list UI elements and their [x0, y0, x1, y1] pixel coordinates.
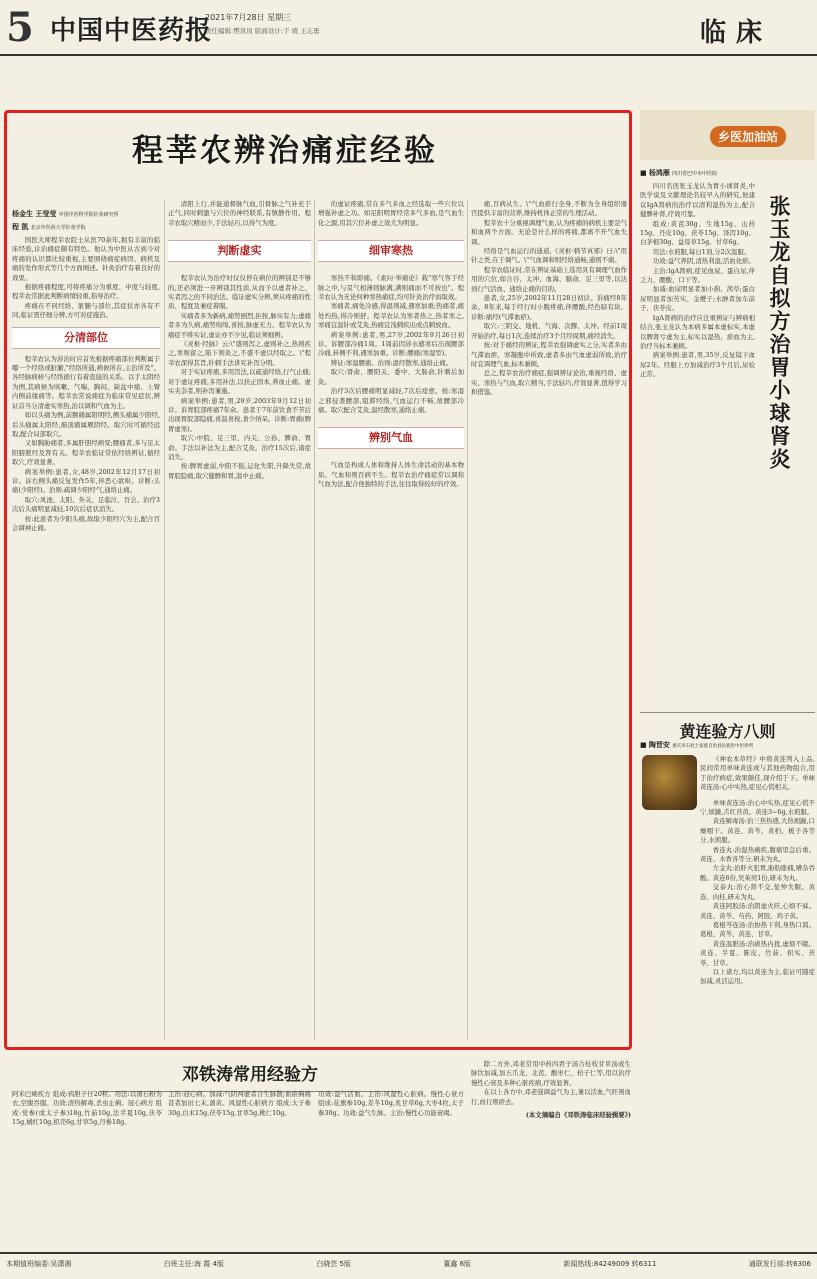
sidebar-author-name: 杨鸿雁 — [648, 169, 670, 177]
sidebar-vertical-title: 张玉龙自拟方治胃小球肾炎 — [767, 195, 792, 471]
article2-text: 《神农本草经》中将黄连列入上品,民间常用单味黄连或与其他药物组合,用于治疗病症,效果颇佳,现介绍于下。单味黄连汤:心中实热,症见心慌相关。 — [700, 755, 815, 792]
sidebar-text: 四川名医张玉龙认为胃小球肾炎,中医学说及文献理论名较早入的研究,他建议IgA肾病的治疗以清利湿热为主,配合健脾补肾,疗效可靠。 — [640, 182, 755, 219]
author-names-2: 程 凯 — [12, 222, 29, 231]
author-names-1: 杨金生 王莹莹 — [12, 209, 57, 218]
footer-item-duty-editor: 本期值班编委:吴潇湘 — [6, 1260, 72, 1268]
end-note: (本文摘编自《邓铁涛临床经验辑要》) — [525, 1111, 631, 1120]
user-icon: ■ — [640, 741, 647, 749]
section-2-text: 程莘农认为治疗时仅仅停在病位的辨别是不够的,还必须进一步辨别其性质,从而予以虚者补之、实者泻之的不同治法。临证虚实分辨,须从疼痛的性质、程度及兼症着眼。 — [168, 274, 311, 311]
user-icon: ■ — [640, 169, 647, 177]
author-org-2: 北京中医药大学针灸学院 — [30, 225, 86, 231]
sidebar-banner — [640, 110, 815, 160]
footer-item-hotline: 新闻热线:84249009 转6311 — [563, 1260, 657, 1268]
article-title: 程莘农辨治痛症经验 — [132, 133, 438, 169]
sidebar-column-1: 四川名医张玉龙认为胃小球肾炎,中医学说及文献理论名较早入的研究,他建议IgA肾病的治疗以清利湿热为主,配合健脾补肾,疗效可靠。 组成:黄芪30g、生地15g、山药15g、丹皮10g、茯苓15g、泽泻10g、白茅根30g、益母草15g、甘草6g。 用法:水煎服,每日1剂,分2次温服。 功效:益气养阴,清热利湿,活血化瘀。 主治:IgA肾病,症见血尿、蛋白尿,伴乏力、腰酸、口干等。 加减:血尿明显者加小蓟、茜草;蛋白尿明显者加芡实、金樱子;水肿者加车前子、茯苓皮。 IgA肾病的治疗应注重辨证与辨病相结合,张玉龙认为本病多属本虚标实,本虚以脾肾亏虚为主,标实以湿热、瘀血为主,治疗当标本兼顾。 病案举例:患者,男,35岁,反复镜下血尿2年。经服上方加减治疗3个月后,尿检正常。 — [640, 182, 755, 379]
article-column-1: 国医大师程莘农院士从医70余年,拥有丰富的临床经验,诊治痛症颇有特色。他认为中医从古到今对疼痛的认识都比较重视,主要围绕痛症病因、病机及痛的发作形式等几个方面阐述。针灸治疗有着良好的效果。 根据疼痛程度,可将疼痛分为重度、中度与轻度,程莘农常据此判断病情轻重,指导治疗。 疼痛在不同经络、脏腑与部位,其症状亦各有不同,临证需仔细分辨,方可对症施治。 分清部位 程莘农认为涉治时应首先根据疼痛部位判断属于哪一个经络或脏腑,"经络所通,病候所在,主治所及"。各经脉病候与经络循行有着直接的关系。以手太阴经为例,其病候为咳嗽、气喘、胸闷、缺盆中痛、上臂内侧前缘痛等。程莘农常说痛症为临床常见症状,辨证首当分清虚实寒热,治以调和气血为主。 如以头痛为例,前额痛属阳明经,侧头痛属少阳经,后头痛属太阳经,巅顶痛属厥阴经。取穴时可循经远取,配合局部取穴。 又如胸胁痛者,多属肝胆经病变;腰痛者,多与足太阳膀胱经及肾有关。程莘农临证常依经络辨证,循经取穴,疗效显著。 病案举例:患者,女,48岁,2002年12月17日初诊。诉右侧头痛反复发作5年,伴恶心欲呕。诊断:头痛(少阳经)。治则:疏调少阳经气,通络止痛。 取穴:风池、太阳、外关、足临泣、百会。治疗3次后头痛明显减轻,10次后症状消失。 按:此患者为少阳头痛,故取少阳经穴为主,配合百会调神止痛。 — [12, 236, 160, 532]
section-1-text: 程莘农认为涉治时应首先根据疼痛部位判断属于哪一个经络或脏腑,"经络所通,病候所在,主治所及"。各经脉病候与经络循行有着直接的关系。以手太阴经为例,其病候为咳嗽、气喘、胸闷、缺盆中痛、上臂内侧前缘痛等。程莘农常说痛症为临床常见症状,辨证首当分清虚实寒热,治以调和气血为主。 — [12, 354, 160, 410]
bottom-article-title: 邓铁涛常用经验方 — [100, 1060, 400, 1092]
page-number: 5 — [6, 4, 34, 51]
author-org-1: 中国中医科学院针灸研究所 — [58, 212, 119, 218]
sidebar-author-org: 四川省巴中市中医院 — [672, 171, 718, 177]
sidebar-author — [640, 168, 815, 178]
footer-item-editor-6: 董鑫 6版 — [443, 1260, 472, 1268]
bottom-column-3: 功效:益气活血。主治:风湿性心脏病。慢性心衰方 组成:花旗参10g,麦冬10g,炙甘草6g,大枣4枚,太子参30g。功效:益气生脉。主治:慢性心功能衰竭。 — [318, 1090, 464, 1117]
section-3-text: 寒热不和即痛。《素问·举痛论》载"寒气客于经脉之中,与炅气相薄则脉满,满则痛而不可按也"。程莘农认为无论何种寒热痛症,均可针灸治疗而取效。 — [318, 274, 464, 302]
section-title: 临床 — [700, 18, 773, 48]
sidebar-column-2: 《神农本草经》中将黄连列入上品,民间常用单味黄连或与其他药物组合,用于治疗病症,效果颇佳,现介绍于下。单味黄连汤:心中实热,症见心慌相关。 单味黄连汤:治心中实热,症见心慌不宁,烦躁,舌红苔黄。黄连3~6g,水煎服。 黄连解毒汤:治三焦热盛,大热烦躁,口燥咽干。黄连、黄芩、黄柏、栀子各等分,水煎服。 香连丸:治湿热痢疾,腹痛里急后重。黄连、木香各等分,研末为丸。 左金丸:治肝火犯胃,胁肋胀痛,嘈杂吞酸。黄连6份,吴茱萸1份,研末为丸。 交泰丸:治心肾不交,怔忡失眠。黄连、肉桂,研末为丸。 黄连阿胶汤:治阴虚火旺,心烦不寐。黄连、黄芩、芍药、阿胶、鸡子黄。 葛根芩连汤:治协热下利,身热口渴。葛根、黄芩、黄连、甘草。 黄连温胆汤:治痰热内扰,虚烦不眠。黄连、半夏、陈皮、竹茹、枳实、茯苓、甘草。 以上诸方,均以黄连为主,临证可随症加减,灵活运用。 — [700, 755, 815, 986]
section-heading-3: 细审寒热 — [318, 240, 464, 262]
byline — [12, 208, 162, 234]
footer-item-distribution: 通联发行部:转6306 — [748, 1260, 811, 1268]
article2-author-org: 重庆市石柱土家族自治县民族医中医诊所 — [672, 744, 754, 749]
bottom-column-1: 阿米巴痢疾方 组成:鸦胆子仔20粒。用法:以滑石粉为衣,空腹吞服。功效:清热解毒,杀虫止痢。冠心病方 组成:党参(或太子参)18g,竹茹10g,法半夏10g,茯苓15g,橘红10g,枳壳6g,甘草5g,丹参18g。 — [12, 1090, 162, 1127]
article2-author-name: 陶晋安 — [648, 741, 670, 749]
editors: 责任编辑:樊岚岚 版面设计:于 靖 王志勇 — [205, 27, 320, 35]
section-heading-4: 辨别气血 — [318, 427, 464, 449]
article2-author — [640, 740, 815, 750]
footer-item-editor-5: 白晓芸 5版 — [316, 1260, 351, 1268]
bottom-column-2: 主治:冠心病。加减:气阴两虚者合生脉散;血瘀胸痛甚者加田七末,蒲黄。风湿性心脏病方 组成:太子参30g,白术15g,茯苓15g,甘草5g,桃仁10g。 — [168, 1090, 311, 1117]
bottom-column-4: 除二方外,邓老常用中药四君子汤合桂枝甘草汤或生脉饮加减,加五爪龙、北芪、酸枣仁、柏子仁等,用以治疗慢性心衰及多种心脏疾病,疗效显著。 在以上各方中,邓老强调益气为主,兼以活血,气旺则血行,血行则瘀去。 (本文摘编自《邓铁涛临床经验辑要》) — [471, 1060, 631, 1120]
footer-item-day-editor: 白班主任:海 霞 4版 — [163, 1260, 224, 1268]
paper-name: 中国中医药报 — [50, 16, 213, 46]
intro-paragraph: 国医大师程莘农院士从医70余年,拥有丰富的临床经验,诊治痛症颇有特色。他认为中医从古到今对疼痛的认识都比较重视,主要围绕痛症病因、病机及痛的发作形式等几个方面阐述。针灸治疗有着良好的效果。 — [12, 236, 160, 282]
masthead — [0, 0, 817, 56]
section-heading-2: 判断虚实 — [168, 240, 311, 262]
article-column-3: 的虚证疼痛,常在多气多血之经选取一些穴位以增强补虚之功。如足阳明胃经常多气多血,是气血生化之源,用其穴位补虚之效尤为明显。 细审寒热 寒热不和即痛。《素问·举痛论》载"寒气客于经脉之中,与炅气相薄则脉满,满则痛而不可按也"。程莘农认为无论何种寒热痛症,均可针灸治疗而取效。 寒痛者,痛处冷感,得温则减,遇寒加重;热痛者,痛处灼热,得冷则舒。程莘农认为寒者热之,热者寒之,寒痛宜温针或艾灸,热痛宜浅刺疾出或点刺放血。 病案举例:患者,男,27岁,2002年9月26日初诊。诉腰部冷痛1周。1周前因涉水感寒后出现腰部冷痛,转侧不利,遇寒加重。诊断:腰痛(寒湿型)。 辨证:寒湿腰痛。治则:温经散寒,通络止痛。 取穴:肾俞、腰阳关、委中、大肠俞,针刺后加灸。 治疗3次后腰痛明显减轻,7次后痊愈。按:寒湿之邪侵袭腰部,阻滞经络,气血运行不畅,故腰部冷痛。取穴配合艾灸,温经散寒,通络止痛。 辨别气血 气血是构成人体和维持人体生命活动的基本物质。气血和则百病不生。程莘农治疗痛症常以调和气血为法,配合他独特的手法,往往取得较好的疗效。 — [318, 200, 464, 489]
footer — [0, 1252, 817, 1274]
issue-date: 2021年7月28日 星期三 — [205, 13, 292, 22]
article2-title: 黄连验方八则 — [640, 712, 815, 742]
section-heading-1: 分清部位 — [12, 327, 160, 349]
section-4-text: 气血是构成人体和维持人体生命活动的基本物质。气血和则百病不生。程莘农治疗痛症常以调和气血为法,配合他独特的手法,往往取得较好的疗效。 — [318, 461, 464, 489]
sidebar-tag: 乡医加油站 — [710, 126, 786, 147]
article-column-4: 痛,百病从生。\"气血瘀行全身,不断为全身组织器官提供丰富的营养,维持机体正常的生理活动。 程莘农十分重视调理气血,认为疼痛的病机主要是气和血两个方面。无论是什么样的疼痛,都离不开气血失调。 经络是气血运行的通道,《灵枢·刺节真邪》曰:\"用针之类,在于调气。\"气血调和则经络通畅,通则不痛。 程莘农临证时,常在辨证基础上选用具有调理气血作用的穴位,如合谷、太冲、血海、膈俞、足三里等,以达到行气活血、通络止痛的目的。 患者,女,25岁,2002年11月28日初诊。诉痛经8年余。8年来,每于经行时小腹疼痛,伴腰酸,经色暗有块。诊断:痛经(气滞血瘀)。 取穴:三阴交、地机、气海、次髎、太冲。经前1周开始治疗,每日1次,连续治疗3个月经周期,痛经消失。 按:对于痛经的辨证,程莘农强调虚实之分,实者多由气滞血瘀、寒凝胞中所致,虚者多由气血虚弱所致,治疗时宜调理气血,标本兼顾。 总之,程莘农治疗痛症,强调辨证论治,重视经络、虚实、寒热与气血,取穴精当,手法轻巧,疗效显著,值得学习和借鉴。 — [471, 200, 627, 397]
article-column-2: 清阳上行,并能通督脉气血,引督脉之气补充于正气,同时刺激与穴位的神经联系,有镇静作用。程莘农取穴精而少,手法轻巧,以得气为度。 判断虚实 程莘农认为治疗时仅仅停在病位的辨别是不够的,还必须进一步辨别其性质,从而予以虚者补之、实者泻之的不同治法。临证虚实分辨,须从疼痛的性质、程度及兼症着眼。 实痛者多为新病,痛势剧烈,拒按,脉实有力;虚痛者多为久病,痛势绵绵,喜按,脉虚无力。程莘农认为痛症不唯实证,虚证亦不少见,临证须细辨。 《灵枢·经脉》云:\"盛则泻之,虚则补之,热则疾之,寒则留之,陷下则灸之,不盛不虚以经取之。\"程莘农深得其旨,针刺手法讲究补泻分明。 对于实证疼痛,多用泻法,以疏通经络,行气止痛;对于虚证疼痛,多用补法,以扶正固本,养血止痛。虚实夹杂者,则补泻兼施。 病案举例:患者,男,29岁,2003年9月12日初诊。诉胃脘部疼痛7年余。患者于7年前饮食不节后出现胃脘部隐痛,喜温喜按,食少纳呆。诊断:胃痛(脾胃虚寒)。 取穴:中脘、足三里、内关、公孙、脾俞、胃俞。手法以补法为主,配合艾灸。治疗15次后,诸症消失。 按:脾胃虚弱,中阳不振,运化失职,升降失常,故胃脘隐痛,取穴健脾和胃,温中止痛。 — [168, 200, 311, 480]
